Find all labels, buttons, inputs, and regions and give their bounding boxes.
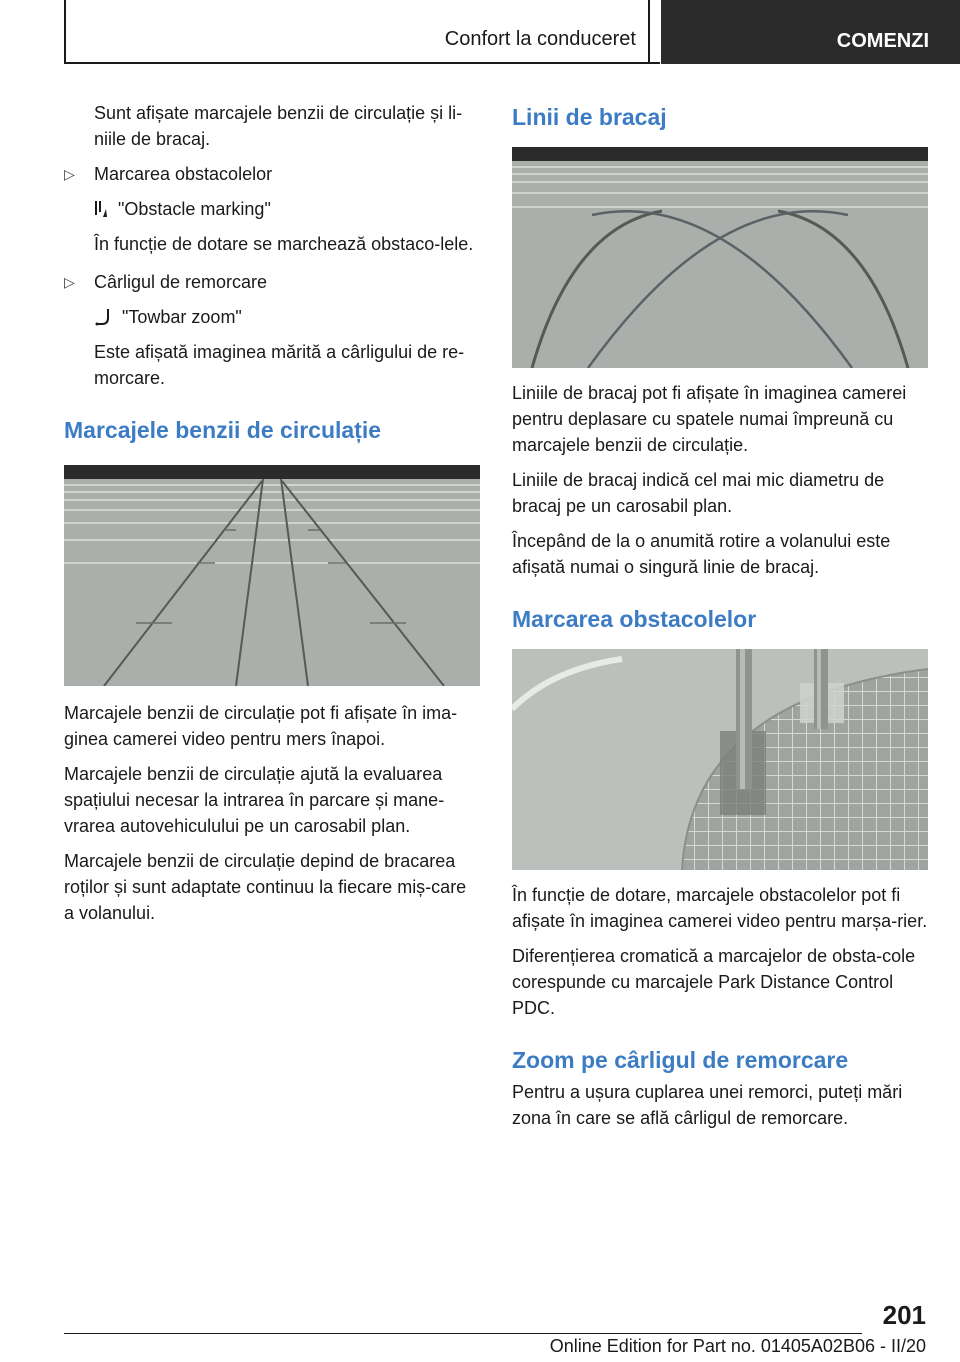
section-heading: Marcarea obstacolelor xyxy=(512,606,757,632)
paragraph: Pentru a ușura cuplarea unei remorci, puteți mări zona în care se află cârligul de remorcare. xyxy=(512,1082,903,1128)
header-bottom-rule xyxy=(64,62,660,64)
header-divider xyxy=(648,0,650,64)
bullet-towbar xyxy=(64,269,478,295)
paragraph: Marcajele benzii de circulație depind de bracarea roților și sunt adaptate continuu la fiecare miș-care a volanului. xyxy=(64,851,467,923)
towbar-icon xyxy=(94,308,112,326)
bullet-title: Marcarea obstacolelor xyxy=(94,164,273,184)
left-column xyxy=(64,100,478,935)
paragraph: Începând de la o anumită rotire a volanului este afișată numai o singură linie de bracaj. xyxy=(512,531,891,577)
menu-label: "Towbar zoom" xyxy=(122,307,242,327)
intro-text: Sunt afișate marcajele benzii de circulație și li-niile de bracaj. xyxy=(94,103,463,149)
section-heading: Zoom pe cârligul de remorcare xyxy=(512,1047,849,1073)
bullet-triangle-icon: ▷ xyxy=(64,274,75,290)
obstacle-marking-icon xyxy=(94,200,108,218)
paragraph: Marcajele benzii de circulație pot fi afișate în ima-ginea camerei video pentru mers înapoi. xyxy=(64,703,458,749)
paragraph: Liniile de bracaj pot fi afișate în imaginea camerei pentru deplasare cu spatele numai împreună cu marcajele benzii de circulație. xyxy=(512,383,907,455)
paragraph: Diferențierea cromatică a marcajelor de obsta-cole corespunde cu marcajele Park Distance Control PDC. xyxy=(512,946,916,1018)
obstacle-marking-figure xyxy=(512,649,928,870)
bullet-title: Cârligul de remorcare xyxy=(94,272,268,292)
paragraph: Liniile de bracaj indică cel mai mic diametru de bracaj pe un carosabil plan. xyxy=(512,470,885,516)
footer-edition[interactable]: Online Edition for Part no. 01405A02B06 - II/20 xyxy=(549,1336,926,1356)
bullet-triangle-icon: ▷ xyxy=(64,166,75,182)
page-number: 201 xyxy=(882,1300,926,1330)
section-heading: Linii de bracaj xyxy=(512,104,667,130)
paragraph: În funcție de dotare, marcajele obstacolelor pot fi afișate în imaginea camerei video pentru marșa-rier. xyxy=(512,885,928,931)
header-section-title[interactable]: Confort la conduceret xyxy=(444,28,636,50)
lane-markings-figure xyxy=(64,465,480,686)
footer-rule xyxy=(64,1333,862,1334)
header-tab-label[interactable]: COMENZI xyxy=(836,30,929,52)
section-heading: Marcajele benzii de circulație xyxy=(64,417,382,443)
bullet-obstacle-marking xyxy=(64,161,478,187)
menu-item-towbar-zoom[interactable] xyxy=(64,304,478,330)
bullet-text: În funcție de dotare se marchează obstaco-lele. xyxy=(94,234,474,254)
paragraph: Marcajele benzii de circulație ajută la evaluarea spațiului necesar la intrarea în parcare și mane-vrarea autovehiculului pe un carosabil plan. xyxy=(64,764,445,836)
steering-lines-figure xyxy=(512,147,928,368)
menu-item-obstacle-marking[interactable] xyxy=(64,196,478,222)
menu-label: "Obstacle marking" xyxy=(118,199,271,219)
bullet-text: Este afișată imaginea mărită a cârligului de re-morcare. xyxy=(94,342,465,388)
right-column xyxy=(512,102,928,1140)
